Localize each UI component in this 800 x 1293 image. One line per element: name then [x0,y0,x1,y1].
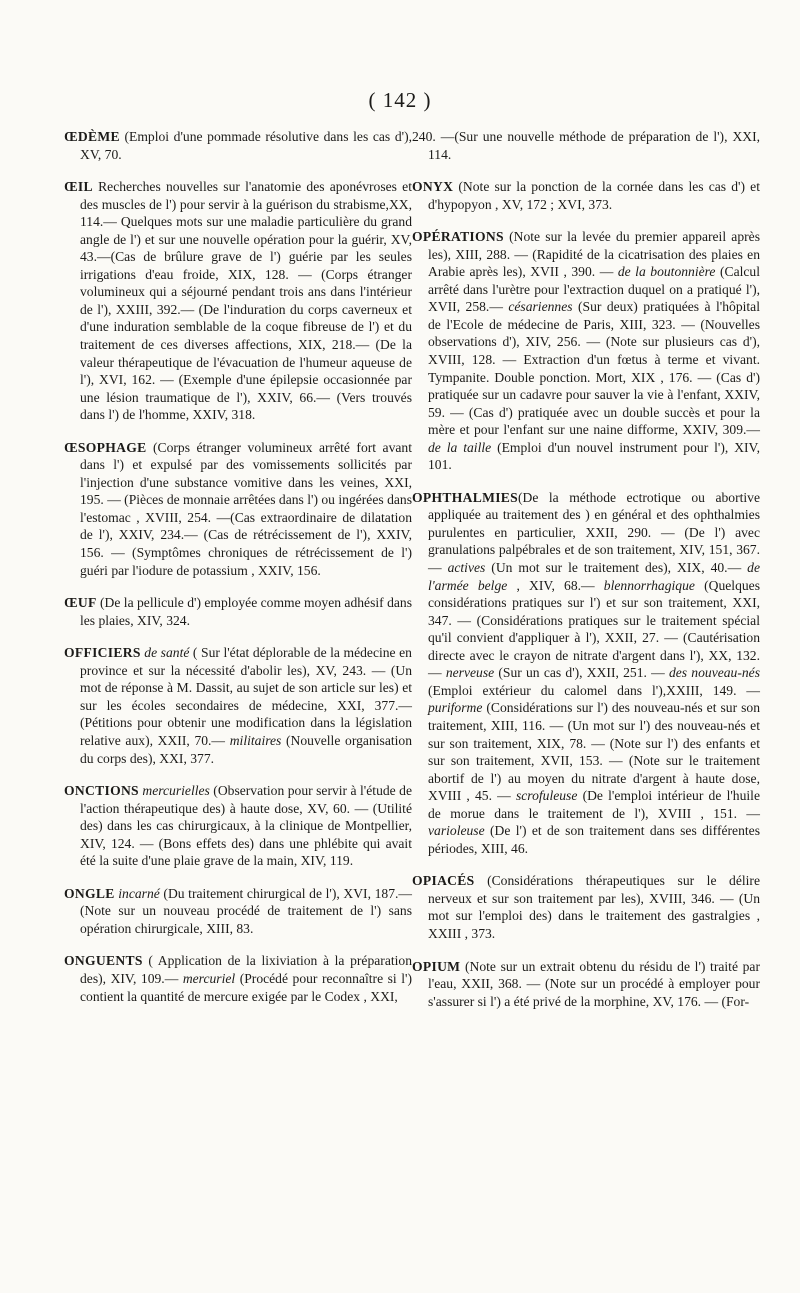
entry-text: ( Application de la lixiviation à la préparation des), XIV, 109.— [80,953,412,986]
entry-text: 240. —(Sur une nouvelle méthode de préparation de l'), XXI, 114. [412,129,760,162]
entry-text: (Calcul arrêté dans l'urètre pour l'extraction duquel on a pratiqué l'), XVII, 258.— [428,264,761,315]
entry-italic: de santé [144,645,190,661]
entry-italic: blennorrhagique [603,577,695,593]
page-number: ( 142 ) [368,88,432,112]
entry-text: (Un mot sur le traitement des), XIX, 40.— [485,560,748,576]
entry-italic: mercuriel [182,970,236,986]
entry-italic: de la taille [428,439,492,455]
entry-headword: ŒDÈME [64,129,120,144]
index-entry [412,228,760,474]
entry-headword: ŒSOPHAGE [64,439,147,455]
index-entry [64,952,412,1005]
entry-text: (Note sur un extrait obtenu du résidu de l') traité par l'eau, XXII, 368. — (Note sur un procédé à employer pour s'assurer si l') a été privé de la morphine, XV, 176. — (For- [428,958,760,1009]
entry-text: (Emploi d'une pommade résolutive dans les cas d'), XV, 70. [80,129,412,162]
entry-text: (Sur deux) pratiquées à l'hôpital de l'Ecole de médecine de Paris, XIII, 323. — (Nouvelles observations d'), XIV, 256. — (Note sur plusieurs cas d'), XVIII, 128. — Extraction d'un fœtus à terme et vivant. Tympanite. Double ponction. Mort, XIX , 176. — (Cas d') pratiquée sur un cadavre pour sauver la vie à l'enfant, XXIV, 59. — (Cas d') pratiquée avec un double succès et pour la mère et pour l'enfant sur une naine difforme, XXIV, 309.— [428,299,760,438]
index-entry [412,128,760,163]
entry-text: Recherches nouvelles sur l'anatomie des aponévroses et des muscles de l') pour servir à la guérison du strabisme,XX, 114.— Quelques mots sur une maladie particulière du grand angle de l') et sur une nouvelle opération pour la guérir, XV, 43.—(Cas de brûlure grave de l') guérie par les seules irrigations d'eau froide, XIX, 128. — (Corps étranger volumineux qui a séjourné pendant trois ans dans l'intérieur de l'), XXIII, 392.— (De l'induration du corps caverneux et d'une induration semblable de la coque fibreuse de l') et du traitement de ces diverses affections, XIX, 218.— (De la valeur thérapeutique de l'évacuation de l'humeur aqueuse de l'), XVI, 162. — (Exemple d'une épilepsie occasionnée par une lésion traumatique de l'), XXIV, 66.— (Vers trouvés dans l') de l'homme, XXIV, 318. [80,179,412,423]
entry-text: (Note sur la ponction de la cornée dans les cas d') et d'hypopyon , XV, 172 ; XVI, 373. [428,179,760,212]
index-entry [64,594,412,629]
index-entry [412,872,760,942]
entry-text: (Quelques considérations pratiques sur l') et sur son traitement, XXI, 347. — (Considérations pratiques sur le traitement spécial qu'il convient d'appliquer à l'), XXII, 27. — (Cautérisation directe avec le crayon de nitrate d'argent dans l'), XX, 132.— [428,577,760,681]
entry-text: (Emploi d'un nouvel instrument pour l'), XIV, 101. [428,439,761,473]
entry-headword: ŒUF [64,595,97,611]
index-entry [412,958,760,1011]
entry-text: (Emploi extérieur du calomel dans l'),XXIII, 149. — [428,682,760,698]
entry-italic: mercurielles [142,783,210,799]
index-entry [64,128,412,163]
entry-text: (Nouvelle organisation du corps des), XXI, 377. [80,732,413,766]
entry-text: (De l'emploi intérieur de l'huile de morue dans le traitement de l'), XVIII , 151. — [428,788,760,821]
index-entry [64,782,412,870]
entry-text: (De la méthode ectrotique ou abortive appliquée au traitement des ) en général et des ophthalmies purulentes en particulier, XXII, 290. — (De l') avec granulations palpébrales et de son traitement, XIV, 151, 367. — [428,489,760,576]
left-column [64,128,412,1020]
entry-text: (De l') et de son traitement dans ses différentes périodes, XIII, 46. [428,823,760,856]
entry-headword: ŒIL [64,179,93,195]
entry-headword: ONGUENTS [64,953,143,969]
entry-headword: ONCTIONS [64,783,139,799]
entry-italic: césariennes [508,299,573,315]
entry-text: (Du traitement chirurgical de l'), XVI, 187.—(Note sur un nouveau procédé de traitement de l') sans opération chirurgicale, XIII, 83. [80,885,412,936]
entry-text: (Corps étranger volumineux arrêté fort avant dans l') et expulsé par des vomissements sollicités par l'injection d'une substance vomitive dans les veines, XXI, 195. — (Pièces de monnaie arrêtées dans l') ou ingérées dans l'estomac , XVIII, 254. —(Cas extraordinaire de dilatation de l'), XXIV, 234.— (Cas de rétrécissement de l'), XXIV, 156. — (Symptômes chroniques de rétrécissement de l') guéri par l'iodure de potassium , XXIV, 156. [80,439,412,578]
index-entry [64,178,412,424]
entry-italic: scrofuleuse [515,788,578,804]
entry-italic: militaires [229,732,282,748]
entry-text: ( Sur l'état déplorable de la médecine en province et sur la nécessité d'abolir les), XV, 243. — (Un mot de réponse à M. Dassit, au sujet de son article sur les) et sur les écoles secondaires de médecine, XXI, 377.—(Pétitions pour obtenir une modification dans la législation relative aux), XXII, 70.— [80,645,412,748]
index-entry [64,644,412,767]
entry-italic: de l'armée belge [428,560,760,593]
entry-text: (Considérations sur l') des nouveau-nés et sur son traitement, XIII, 116. — (Un mot sur l') des nouveau-nés et sur son traitement, XIX, 78. — (Note sur l') des enfants et sur son traitement, XVII, 153. — (Note sur le traitement abortif de l') au moyen du nitrate d'argent à haute dose, XVIII , 45. — [428,700,760,804]
index-entry [64,439,412,579]
entry-headword: OPIACÉS [412,873,475,889]
entry-italic: varioleuse [428,823,485,839]
entry-headword: ONYX [412,179,454,195]
entry-headword: OPHTHALMIES [412,489,519,505]
entry-text: (De la pellicule d') employée comme moyen adhésif dans les plaies, XIV, 324. [80,595,412,628]
entry-headword: OPÉRATIONS [412,229,504,245]
entry-italic: incarné [118,885,160,901]
index-entry [412,489,760,857]
entry-text: (Sur un cas d'), XXII, 251. — [494,665,669,681]
entry-italic: puriforme [428,700,483,716]
entry-text: (Procédé pour reconnaître si l') contient la quantité de mercure exigée par le Codex , XXI, [80,970,412,1004]
entry-italic: de la boutonnière [617,264,716,280]
entry-italic: des nouveau-nés [668,665,760,681]
entry-headword: OFFICIERS [64,645,141,661]
entry-text: , XIV, 68.— [507,577,604,593]
entry-headword: ONGLE [64,885,115,901]
index-entry [64,885,412,938]
entry-headword: OPIUM [412,958,461,974]
entry-text: (Note sur la levée du premier appareil après les), XIII, 288. — (Rapidité de la cicatrisation des plaies en Arabie après les), XVII , 390. — [428,229,760,280]
entry-text: (Observation pour servir à l'étude de l'action thérapeutique des) à haute dose, XV, 60. — (Utilité des) dans les cas chirurgicaux, à la clinique de Montpellier, XIV, 124. — (Bons effets des) dans une phlébite qui avait été la suite d'une plaie grave de la main, XIV, 119. [80,783,412,869]
index-entry [412,178,760,213]
right-column [412,128,760,1025]
entry-italic: actives [447,560,486,576]
entry-italic: nerveuse [445,665,495,681]
entry-text: (Considérations thérapeutiques sur le délire nerveux et sur son traitement par les), XVIII, 346. — (Un mot sur l'emploi des) dans le traitement des gastralgies , XXIII , 373. [428,873,760,941]
